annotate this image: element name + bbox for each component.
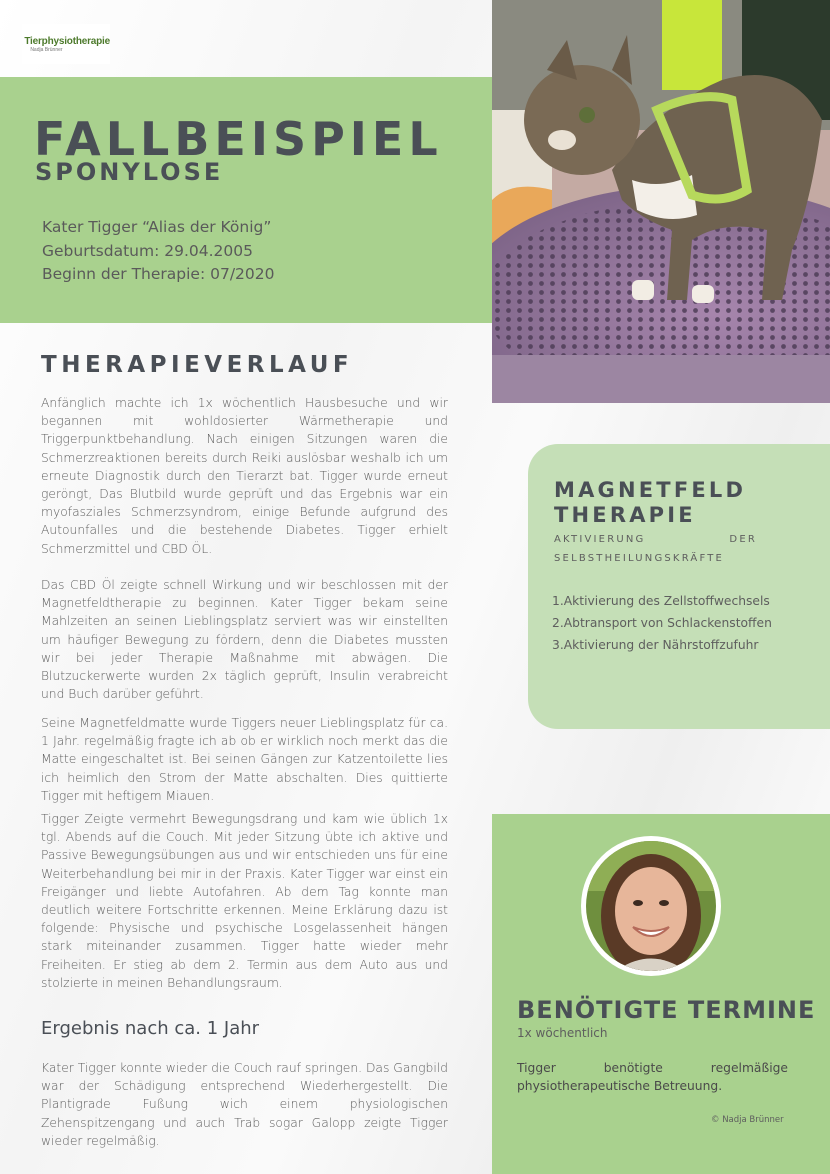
magnet-benefit-list: [552, 590, 772, 656]
therapy-paragraph-2: Das CBD Öl zeigte schnell Wirkung und wir beschlossen mit der Magnetfeldtherapie zu beginnen. Kater Tigger bekam seine Mahlzeiten an seinen Lieblingsplatz serviert was wir einstellten um häufiger Bewegung zu fördern, denn die Diabetes mussten wir bei jeder Therapie Maßnahme mit abwägen. Die Blutzuckerwerte wurden 2x täglich geprüft, Insulin verabreicht und Buch darüber geführt.: [41, 578, 448, 702]
patient-birthdate: Geburtsdatum: 29.04.2005: [42, 242, 253, 260]
appointments-frequency: 1x wöchentlich: [517, 1026, 608, 1040]
appointments-text: Tigger benötigte regelmäßige physiotherapeutische Betreuung.: [517, 1061, 788, 1093]
avatar: [581, 836, 721, 976]
cat-photo: [492, 0, 830, 403]
therapy-paragraph-3: Seine Magnetfeldmatte wurde Tiggers neuer Lieblingsplatz für ca. 1 Jahr. regelmäßig fragte ich ab ob er wirklich noch merkt das die Matte eingeschaltet ist. Bei seinen Gängen zur Katzentoilette lies ich heimlich den Strom der Matte abschalten. Dies quittierte Tigger mit heftigem Miauen.: [41, 716, 448, 803]
list-item: 1.Aktivierung des Zellstoffwechsels: [552, 594, 770, 608]
therapy-start: Beginn der Therapie: 07/2020: [42, 265, 275, 283]
therapy-paragraph-4: Tigger Zeigte vermehrt Bewegungsdrang und kam wie üblich 1x tgl. Abends auf die Couch. Mit jeder Sitzung übte ich aktive und Passive Bewegungsübungen aus und wir entschieden uns für eine Weiterbehandlung bei mir in der Praxis. Kater Tigger war einst ein Freigänger und liebte Autofahren. Ab dem Tag konnte man deutlich weitere Fortschritte erkennen. Meine Erklärung dazu ist folgende: Physische und psychische Losgelassenheit hängen stark miteinander zusammen. Tigger hatte wieder mehr Freiheiten. Er stieg ab dem 2. Termin aus dem Auto aus und stolzierte in meinen Behandlungsraum.: [41, 812, 448, 990]
copyright-note: © Nadja Brünner: [711, 1115, 784, 1125]
magnet-subtitle-line2: SELBSTHEILUNGSKRÄFTE: [554, 553, 725, 564]
magnet-subtitle-line1: AKTIVIERUNG DER: [554, 534, 757, 545]
page-title: FALLBEISPIEL: [34, 112, 443, 166]
therapy-paragraph-1: Anfänglich machte ich 1x wöchentlich Hausbesuche und wir begannen mit wohldosierter Wärmetherapie und Triggerpunktbehandlung. Nach einigen Sitzungen waren die Schmerzreaktionen bereits durch Reiki auslösbar weshalb ich um erneute Diagnostik durch den Tierarzt bat. Tigger wurde erneut geröngt, Das Blutbild wurde geprüft und das Ergebnis war ein myofasziales Schmerzsyndrom, einige Befunde aufgrund des Autounfalles und die bestehende Diabetes. Tigger erhielt Schmerzmittel und CBD ÖL.: [41, 396, 448, 556]
magnet-title: [554, 478, 746, 528]
patient-name: Kater Tigger “Alias der König”: [42, 218, 272, 236]
list-item: 3.Aktivierung der Nährstoffzufuhr: [552, 638, 759, 652]
logo-owner: Nadja Brünner: [30, 46, 63, 53]
result-heading: Ergebnis nach ca. 1 Jahr: [41, 1018, 260, 1039]
logo: [22, 24, 110, 64]
logo-name: Tierphysiotherapie: [24, 35, 110, 47]
list-item: 2.Abtransport von Schlackenstoffen: [552, 616, 772, 630]
result-text: Kater Tigger konnte wieder die Couch rauf springen. Das Gangbild war der Schädigung entsprechend Wiederhergestellt. Die Plantigrade Fußung wich einem physiologischen Zehenspitzengang und auch Trab sogar Galopp zeigte Tigger wieder regelmäßig.: [41, 1061, 448, 1148]
page-subtitle: SPONYLOSE: [35, 158, 224, 186]
therapy-heading: THERAPIEVERLAUF: [41, 352, 354, 378]
magnet-title-line2: THERAPIE: [554, 503, 696, 527]
magnet-title-line1: MAGNETFELD: [554, 478, 747, 502]
appointments-title: BENÖTIGTE TERMINE: [517, 996, 816, 1024]
